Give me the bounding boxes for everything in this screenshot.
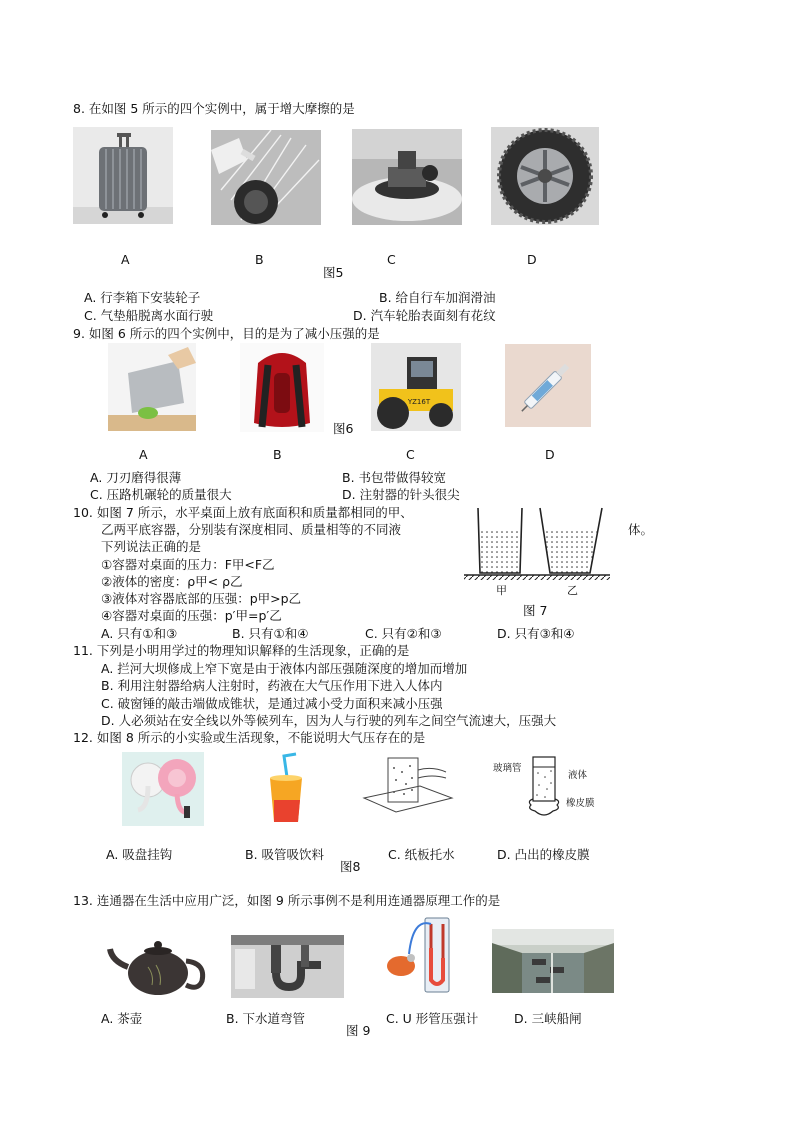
teapot-image (106, 931, 210, 998)
q9-stem: 9. 如图 6 所示的四个实例中，目的是为了减小压强的是 (73, 326, 380, 341)
q10-option-b: B. 只有①和④ (232, 626, 309, 641)
ship-lock-image (492, 929, 614, 993)
glass-tube-label: 玻璃管 (493, 763, 522, 774)
q10-statement-1: ①容器对桌面的压力：F甲<F乙 (101, 557, 275, 572)
q11-option-c: C. 破窗锤的敲击端做成锥状，是通过减小受力面积来减小压强 (101, 696, 443, 711)
q11-option-d: D. 人必须站在安全线以外等候列车，因为人与行驶的列车之间空气流速大，压强大 (101, 713, 557, 728)
membrane-label: 橡皮膜 (566, 798, 595, 809)
q9-label-b: B (273, 447, 282, 462)
container-yi-label: 乙 (567, 584, 578, 597)
drain-trap-image (231, 935, 344, 998)
q13-option-d: D. 三峡船闸 (514, 1011, 582, 1026)
q13-option-a: A. 茶壶 (101, 1011, 143, 1026)
q10-statement-2: ②液体的密度：ρ甲< ρ乙 (101, 574, 243, 589)
q10-stem-line3: 下列说法正确的是 (101, 539, 202, 554)
figure-8-caption: 图8 (340, 859, 361, 874)
q11-option-a: A. 拦河大坝修成上窄下宽是由于液体内部压强随深度的增加而增加 (101, 661, 468, 676)
q8-label-c: C (387, 252, 396, 267)
q8-option-a: A. 行李箱下安装轮子 (84, 290, 201, 305)
q12-option-c: C. 纸板托水 (388, 847, 455, 862)
bicycle-oil-image (211, 130, 321, 225)
q8-label-d: D (527, 252, 537, 267)
q10-stem-end: 体。 (628, 522, 654, 537)
q9-option-d: D. 注射器的针头很尖 (342, 487, 460, 502)
q13-stem: 13. 连通器在生活中应用广泛，如图 9 所示事例不是利用连通器原理工作的是 (73, 893, 501, 908)
backpack-image (240, 343, 324, 432)
tire-image (491, 127, 599, 225)
container-jia-label: 甲 (496, 584, 507, 597)
q10-stem-line2: 乙两平底容器，分别装有深度相同、质量相等的不同液 (101, 522, 402, 537)
rubber-membrane-diagram (523, 755, 565, 821)
paper-holds-water-image (360, 752, 454, 816)
q10-stem-line1: 10. 如图 7 所示，水平桌面上放有底面积和质量都相同的甲、 (73, 505, 413, 520)
q8-option-b: B. 给自行车加润滑油 (379, 290, 496, 305)
q9-label-a: A (139, 447, 148, 462)
q12-option-a: A. 吸盘挂钩 (106, 847, 173, 862)
liquid-label: 液体 (568, 770, 588, 781)
q9-option-a: A. 刀刃磨得很薄 (90, 470, 182, 485)
q10-option-c: C. 只有②和③ (365, 626, 442, 641)
q9-option-c: C. 压路机碾轮的质量很大 (90, 487, 232, 502)
q11-stem: 11. 下列是小明用学过的物理知识解释的生活现象，正确的是 (73, 643, 410, 658)
q9-label-c: C (406, 447, 415, 462)
u-tube-manometer-image (383, 914, 457, 998)
q8-stem: 8. 在如图 5 所示的四个实例中，属于增大摩擦的是 (73, 101, 355, 116)
knife-image (108, 343, 196, 431)
figure-5-caption: 图5 (323, 265, 344, 280)
q10-statement-3: ③液体对容器底部的压强：p甲>p乙 (101, 591, 302, 606)
drink-straw-image (262, 752, 310, 824)
q9-option-b: B. 书包带做得较宽 (342, 470, 447, 485)
q10-statement-4: ④容器对桌面的压强：p′甲=p′乙 (101, 608, 282, 623)
luggage-image (73, 127, 173, 224)
q10-option-a: A. 只有①和③ (101, 626, 178, 641)
q13-option-c: C. U 形管压强计 (386, 1011, 479, 1026)
q8-label-b: B (255, 252, 264, 267)
containers-diagram (460, 505, 610, 595)
q12-option-b: B. 吸管吸饮料 (245, 847, 325, 862)
q8-option-d: D. 汽车轮胎表面刻有花纹 (353, 308, 496, 323)
q12-stem: 12. 如图 8 所示的小实验或生活现象，不能说明大气压存在的是 (73, 730, 426, 745)
syringe-image (505, 344, 591, 427)
q8-option-c: C. 气垫船脱离水面行驶 (84, 308, 214, 323)
road-roller-image (371, 343, 461, 431)
figure-9-caption: 图 9 (346, 1023, 371, 1038)
q9-label-d: D (545, 447, 555, 462)
q11-option-b: B. 利用注射器给病人注射时，药液在大气压作用下进入人体内 (101, 678, 443, 693)
q13-option-b: B. 下水道弯管 (226, 1011, 306, 1026)
roller-model-text: YZ16T (407, 398, 431, 406)
figure-6-caption: 图6 (333, 421, 354, 436)
figure-7-caption: 图 7 (523, 603, 548, 618)
q8-label-a: A (121, 252, 130, 267)
suction-hook-image (122, 752, 204, 826)
q10-option-d: D. 只有③和④ (497, 626, 575, 641)
hovercraft-image (352, 129, 462, 225)
q12-option-d: D. 凸出的橡皮膜 (497, 847, 590, 862)
